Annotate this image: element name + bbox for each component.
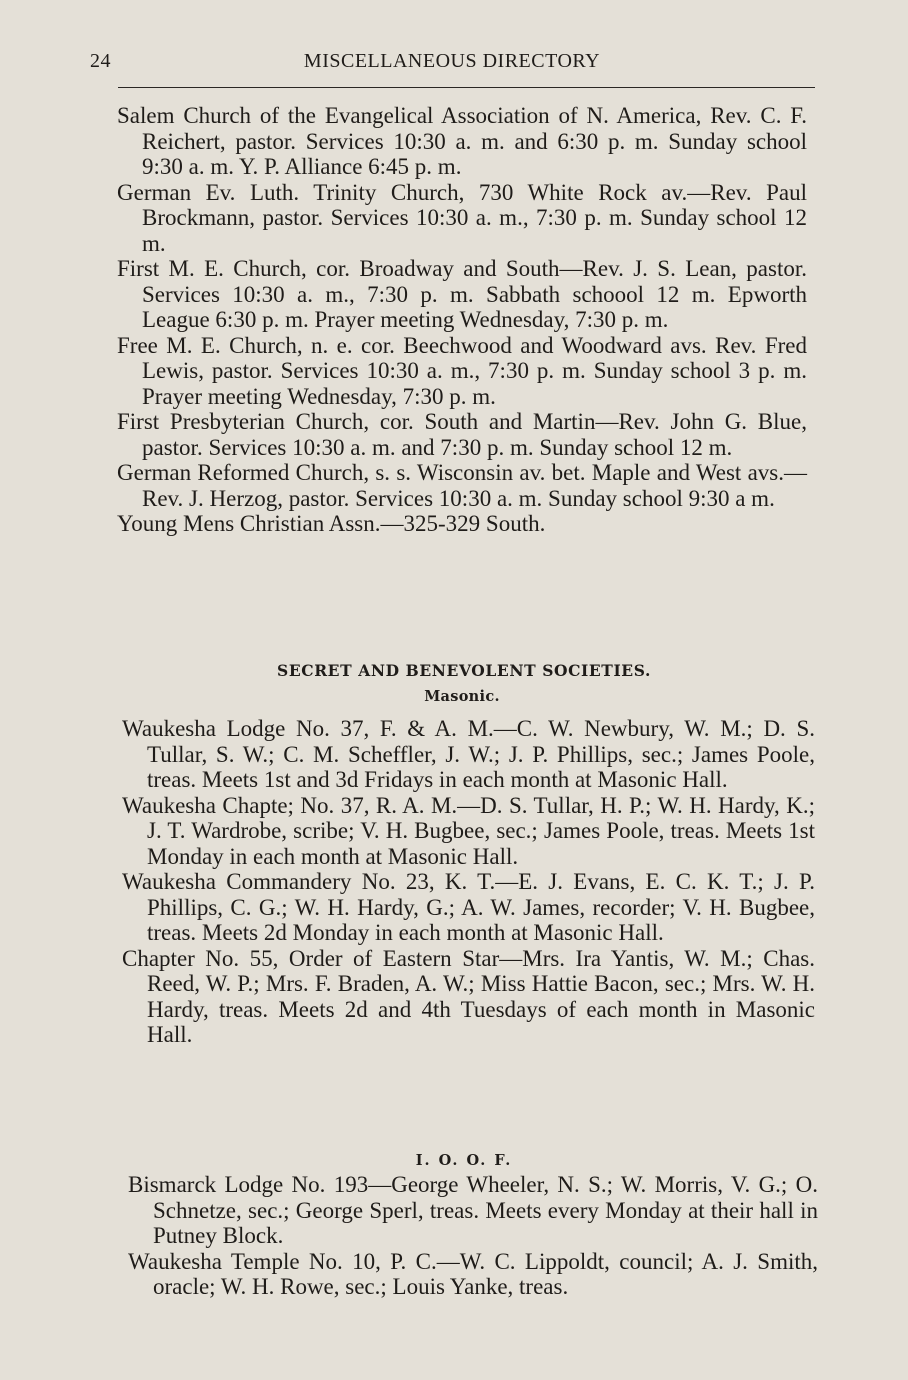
lodge-entry: Waukesha Commandery No. 23, K. T.—E. J. Evans, E. C. K. T.; J. P. Phillips, C. G.; W. H. Hardy, G.; A. W. James, recorder; V. H. Bugbee, treas. Meets 2d Monday in each month at Masonic Hall. (122, 869, 815, 945)
churches-list (117, 103, 807, 537)
ioof-list (128, 1172, 818, 1300)
page-number: 24 (90, 50, 111, 72)
subheading-masonic: Masonic. (424, 688, 500, 705)
church-entry: First Presbyterian Church, cor. South and Martin—Rev. John G. Blue, pastor. Services 10:30 a. m. and 7:30 p. m. Sunday school 12 m. (117, 409, 807, 460)
lodge-entry: Bismarck Lodge No. 193—George Wheeler, N. S.; W. Morris, V. G.; O. Schnetze, sec.; George Sperl, treas. Meets every Monday at their hall in Putney Block. (128, 1172, 818, 1248)
section-heading-societies: SECRET AND BENEVOLENT SOCIETIES. (277, 661, 651, 680)
church-entry: Salem Church of the Evangelical Association of N. America, Rev. C. F. Reichert, pastor. Services 10:30 a. m. and 6:30 p. m. Sunday school 9:30 a. m. Y. P. Alliance 6:45 p. m. (117, 103, 807, 179)
church-entry: German Ev. Luth. Trinity Church, 730 White Rock av.—Rev. Paul Brockmann, pastor. Services 10:30 a. m., 7:30 p. m. Sunday school 12 m. (117, 179, 807, 256)
church-entry: Free M. E. Church, n. e. cor. Beechwood and Woodward avs. Rev. Fred Lewis, pastor. Services 10:30 a. m., 7:30 p. m. Sunday school 3 p. m. Prayer meeting Wednesday, 7:30 p. m. (117, 332, 807, 409)
church-entry: Young Mens Christian Assn.—325-329 South. (117, 511, 546, 536)
church-entry: First M. E. Church, cor. Broadway and South—Rev. J. S. Lean, pastor. Services 10:30 a. m., 7:30 p. m. Sabbath schoool 12 m. Epworth League 6:30 p. m. Prayer meeting Wednesday, 7:30 p. m. (117, 256, 807, 332)
page-title: MISCELLANEOUS DIRECTORY (303, 50, 601, 72)
page-header (90, 50, 814, 82)
lodge-entry: Waukesha Temple No. 10, P. C.—W. C. Lippoldt, council; A. J. Smith, oracle; W. H. Rowe, sec.; Louis Yanke, treas. (128, 1248, 818, 1299)
lodge-entry: Waukesha Chapte; No. 37, R. A. M.—D. S. Tullar, H. P.; W. H. Hardy, K.; J. T. Wardrobe, scribe; V. H. Bugbee, sec.; James Poole, treas. Meets 1st Monday in each month at Masonic Hall. (122, 792, 815, 869)
church-entry: German Reformed Church, s. s. Wisconsin av. bet. Maple and West avs.—Rev. J. Herzog, pastor. Services 10:30 a. m. Sunday school 9:30 a m. (117, 460, 807, 511)
lodge-entry: Waukesha Lodge No. 37, F. & A. M.—C. W. Newbury, W. M.; D. S. Tullar, S. W.; C. M. Scheffler, J. W.; J. P. Phillips, sec.; James Poole, treas. Meets 1st and 3d Fridays in each month at Masonic Hall. (122, 716, 815, 792)
lodge-entry: Chapter No. 55, Order of Eastern Star—Mrs. Ira Yantis, W. M.; Chas. Reed, W. P.; Mrs. F. Braden, A. W.; Miss Hattie Bacon, sec.; Mrs. W. H. Hardy, treas. Meets 2d and 4th Tuesdays of each month in Masonic Hall. (122, 945, 815, 1047)
subheading-ioof: I. O. O. F. (415, 1152, 513, 1169)
header-rule (118, 87, 815, 88)
masonic-list (122, 716, 815, 1048)
